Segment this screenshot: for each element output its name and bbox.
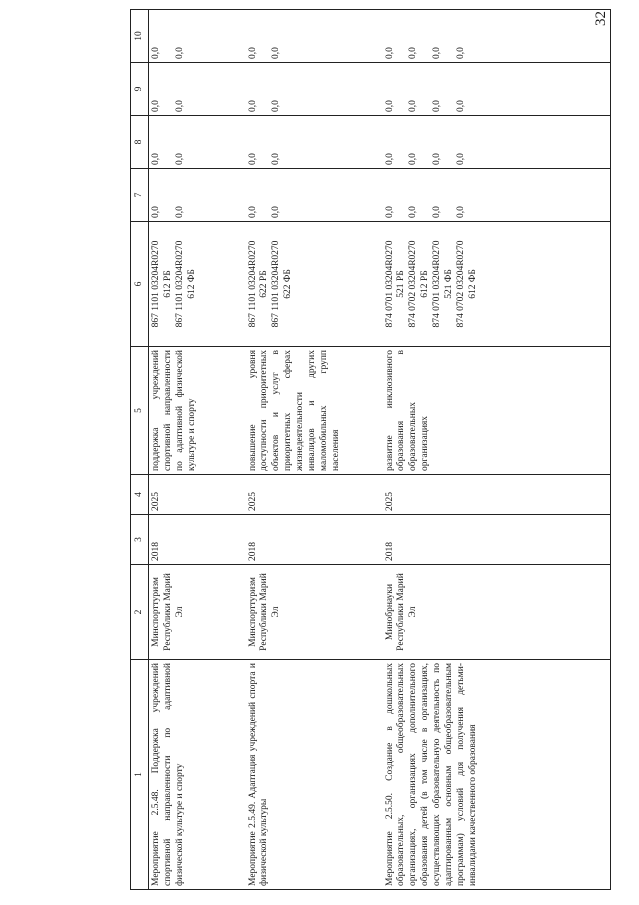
table-row <box>383 10 611 890</box>
responsible-executor: Минспорттуризм Республики Марий Эл <box>149 565 246 660</box>
expected-result: поддержка учреждений спортивной направленности по адаптивной физической культуре и спорту <box>149 347 246 475</box>
budget-code: 867 1101 03204R0270 <box>174 240 185 328</box>
header-cell: 9 <box>131 63 149 116</box>
value: 0,0 <box>384 100 395 112</box>
value: 0,0 <box>271 47 282 59</box>
value: 0,0 <box>432 206 443 218</box>
value: 0,0 <box>247 206 258 218</box>
value: 0,0 <box>384 47 395 59</box>
budget-code: 874 0702 03204R0270 <box>408 240 419 328</box>
budget-code: 874 0702 03204R0270 <box>455 240 466 328</box>
page-number: 32 <box>593 11 609 26</box>
value: 0,0 <box>408 153 419 165</box>
end-year: 2025 <box>383 475 611 515</box>
responsible-executor: Минспорттуризм Республики Марий Эл <box>246 565 383 660</box>
value: 0,0 <box>456 47 467 59</box>
responsible-executor: Минобрнауки Республики Марий Эл <box>383 565 611 660</box>
value: 0,0 <box>271 100 282 112</box>
budget-codes <box>246 222 383 347</box>
header-cell: 7 <box>131 169 149 222</box>
value: 0,0 <box>151 47 161 59</box>
budget-code: 612 ФБ <box>467 269 478 299</box>
header-cell: 3 <box>131 515 149 565</box>
budget-code: 867 1101 03204R0270 <box>271 240 282 328</box>
value: 0,0 <box>432 153 443 165</box>
value: 0,0 <box>247 47 258 59</box>
header-cell: 8 <box>131 116 149 169</box>
rotated-table-container <box>130 10 620 890</box>
value: 0,0 <box>174 153 185 165</box>
value: 0,0 <box>408 47 419 59</box>
budget-code: 622 РБ <box>259 270 270 298</box>
start-year: 2018 <box>149 515 246 565</box>
budget-code: 521 РБ <box>396 270 407 298</box>
value: 0,0 <box>408 206 419 218</box>
value: 0,0 <box>174 100 185 112</box>
value: 0,0 <box>174 206 185 218</box>
value-col-10 <box>149 10 246 63</box>
value: 0,0 <box>384 206 395 218</box>
end-year: 2025 <box>246 475 383 515</box>
budget-code: 622 ФБ <box>283 269 294 299</box>
budget-code: 874 0701 03204R0270 <box>384 240 395 328</box>
table-row <box>246 10 383 890</box>
budget-table <box>130 9 611 890</box>
budget-code: 867 1101 03204R0270 <box>247 240 258 328</box>
budget-codes <box>149 222 246 347</box>
header-cell: 5 <box>131 347 149 475</box>
start-year: 2018 <box>246 515 383 565</box>
budget-code: 612 РБ <box>162 270 173 298</box>
value: 0,0 <box>271 153 282 165</box>
header-cell: 6 <box>131 222 149 347</box>
value: 0,0 <box>408 100 419 112</box>
value: 0,0 <box>151 206 161 218</box>
value: 0,0 <box>247 100 258 112</box>
activity-name: Мероприятие 2.5.48. Поддержка учреждений спортивной направленности по адаптивной физической культуре и спорту <box>149 660 246 890</box>
start-year: 2018 <box>383 515 611 565</box>
value: 0,0 <box>174 47 185 59</box>
value-col-8 <box>383 116 611 169</box>
value-col-7 <box>383 169 611 222</box>
value: 0,0 <box>384 153 395 165</box>
value-col-9 <box>383 63 611 116</box>
value: 0,0 <box>432 100 443 112</box>
header-cell: 4 <box>131 475 149 515</box>
value: 0,0 <box>456 206 467 218</box>
budget-code: 521 ФБ <box>443 269 454 299</box>
value-col-8 <box>149 116 246 169</box>
budget-code: 612 ФБ <box>186 269 197 299</box>
value-col-8 <box>246 116 383 169</box>
header-cell: 2 <box>131 565 149 660</box>
budget-codes <box>383 222 611 347</box>
value-col-7 <box>246 169 383 222</box>
budget-code: 874 0701 03204R0270 <box>432 240 442 328</box>
header-cell: 1 <box>131 660 149 890</box>
value-col-9 <box>246 63 383 116</box>
value-col-10 <box>383 10 611 63</box>
value: 0,0 <box>271 206 282 218</box>
value: 0,0 <box>432 47 443 59</box>
budget-code: 867 1101 03204R0270 <box>151 240 161 328</box>
value-col-9 <box>149 63 246 116</box>
value: 0,0 <box>151 100 161 112</box>
value-col-7 <box>149 169 246 222</box>
expected-result: развитие инклюзивного образования в образовательных организациях <box>383 347 611 475</box>
value: 0,0 <box>456 100 467 112</box>
value-col-10 <box>246 10 383 63</box>
value: 0,0 <box>247 153 258 165</box>
activity-name: Мероприятие 2.5.50. Создание в дошкольных образовательных, общеобразовательных организациях, организациях дополнительного образования детей (в том числе в организациях, осуществляющих образовательную деятельность по адаптированным основным общеобразовательным программам) условий для получения детьми-инвалидами качественного образования <box>383 660 611 890</box>
expected-result: повышение уровня доступности приоритетных объектов и услуг в приоритетных сферах жизнедеятельности инвалидов и других маломобильных групп населения <box>246 347 383 475</box>
end-year: 2025 <box>149 475 246 515</box>
header-cell: 10 <box>131 10 149 63</box>
value: 0,0 <box>456 153 467 165</box>
header-row <box>131 10 149 890</box>
budget-code: 612 РБ <box>420 270 431 298</box>
value: 0,0 <box>151 153 161 165</box>
activity-name: Мероприятие 2.5.49. Адаптация учреждений спорта и физической культуры <box>246 660 383 890</box>
table-row <box>149 10 246 890</box>
